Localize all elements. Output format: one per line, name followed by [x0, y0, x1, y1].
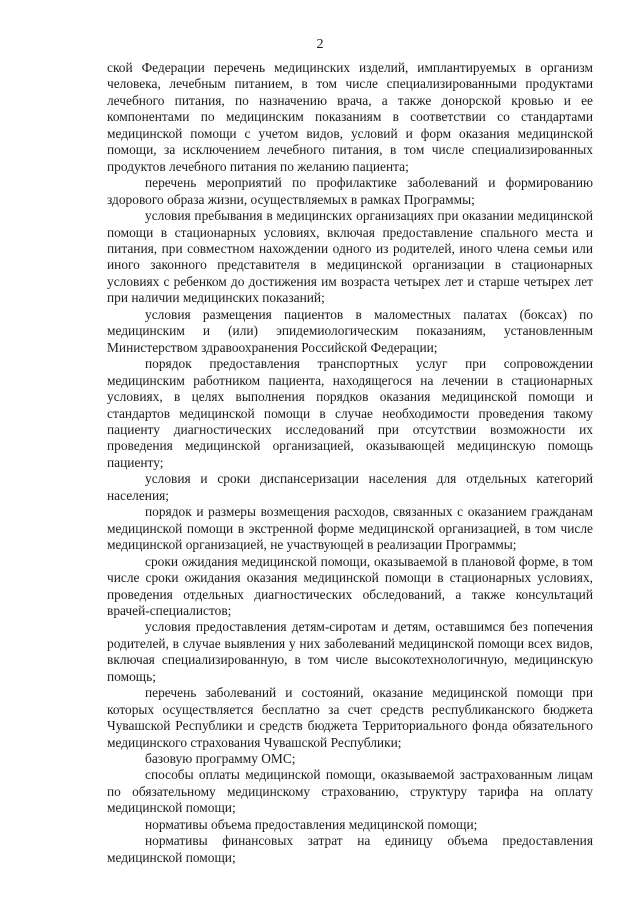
paragraph-orphan-care: условия предоставления детям-сиротам и детям, оставшимся без попечения родителей, в случае выявления у них заболеваний медицинской помощи всех видов, включая специализированную, в том числе высокотехнологичную, медицинскую помощь; [107, 619, 593, 684]
paragraph-prevention-measures: перечень мероприятий по профилактике заболеваний и формированию здорового образа жизни, осуществляемых в рамках Программы; [107, 175, 593, 207]
paragraph-continuation: ской Федерации перечень медицинских изделий, имплантируемых в организм человека, лечебным питанием, в том числе специализированными продуктами лечебного питания, по назначению врача, а также донорской кровью и ее компонентами по медицинским показаниям в соответствии со стандартами медицинской помощи с учетом видов, условий и форм оказания медицинской помощи, за исключением лечебного питания, в том числе специализированных продуктов лечебного питания по желанию пациента; [107, 60, 593, 174]
page-number: 2 [316, 37, 324, 52]
paragraph-transport-services: порядок предоставления транспортных услуг при сопровождении медицинским работником пациента, находящегося на лечении в стационарных условиях, в целях выполнения порядков оказания медицинской помощи и стандартов медицинской помощи в случае необходимости проведения такому пациенту диагностических исследований при отсутствии возможности их проведения медицинской организацией, оказывающей медицинскую помощь пациенту; [107, 356, 593, 470]
paragraph-waiting-times: сроки ожидания медицинской помощи, оказываемой в плановой форме, в том числе сроки ожидания оказания медицинской помощи в стационарных условиях, проведения отдельных диагностических обследований, а также консультаций врачей-специалистов; [107, 553, 593, 618]
paragraph-stay-conditions: условия пребывания в медицинских организациях при оказании медицинской помощи в стационарных условиях, включая предоставление спального места и питания, при совместном нахождении одного из родителей, иного члена семьи или иного законного представителя в медицинской организации в стационарных условиях с ребенком до достижения им возраста четырех лет и старше четырех лет при наличии медицинских показаний; [107, 208, 593, 306]
paragraph-volume-norms: нормативы объема предоставления медицинской помощи; [145, 816, 478, 832]
paragraph-small-wards: условия размещения пациентов в маломестных палатах (боксах) по медицинским и (или) эпидемиологическим показаниям, установленным Министерством здравоохранения Российской Федерации; [107, 306, 593, 355]
paragraph-cost-norms: нормативы финансовых затрат на единицу объема предоставления медицинской помощи; [107, 833, 593, 865]
document-body [107, 60, 593, 866]
paragraph-dispensary-terms: условия и сроки диспансеризации населения для отдельных категорий населения; [107, 471, 593, 503]
paragraph-payment-methods: способы оплаты медицинской помощи, оказываемой застрахованным лицам по обязательному медицинскому страхованию, структуру тарифа на оплату медицинской помощи; [107, 767, 593, 816]
paragraph-expense-reimbursement: порядок и размеры возмещения расходов, связанных с оказанием гражданам медицинской помощи в экстренной форме медицинской организацией, в том числе медицинской организацией, не участвующей в реализации Программы; [107, 504, 593, 553]
paragraph-free-care-list: перечень заболеваний и состояний, оказание медицинской помощи при которых осуществляется бесплатно за счет средств республиканского бюджета Чувашской Республики и средств бюджета Территориального фонда обязательного медицинского страхования Чувашской Республики; [107, 685, 593, 750]
paragraph-base-program: базовую программу ОМС; [145, 751, 296, 767]
